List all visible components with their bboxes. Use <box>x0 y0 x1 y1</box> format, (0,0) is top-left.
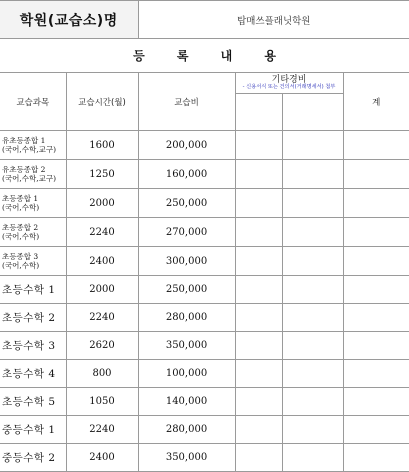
other-cell-2 <box>282 160 343 189</box>
total-cell <box>343 276 409 304</box>
fee-cell: 350,000 <box>138 444 235 472</box>
table-row <box>0 444 409 472</box>
fee-cell: 160,000 <box>138 160 235 189</box>
table-row <box>0 304 409 332</box>
fee-cell: 350,000 <box>138 332 235 360</box>
fee-cell: 280,000 <box>138 304 235 332</box>
other-cell-2 <box>282 304 343 332</box>
hours-cell: 1250 <box>66 160 138 189</box>
table-row <box>0 218 409 247</box>
subject-cell: 초등수학 5 <box>0 388 66 416</box>
other-cell-2 <box>282 388 343 416</box>
subject-name: 초등종합 2 <box>2 222 39 232</box>
total-cell <box>343 160 409 189</box>
hours-cell: 2000 <box>66 189 138 218</box>
total-cell <box>343 360 409 388</box>
subject-cell <box>0 247 66 276</box>
total-cell <box>343 332 409 360</box>
other-cell-2 <box>282 247 343 276</box>
other-expenses-title: 기타경비 <box>271 74 307 85</box>
other-cell-2 <box>282 218 343 247</box>
other-cell-1 <box>235 304 282 332</box>
other-cell-2 <box>282 444 343 472</box>
other-expenses-note: - 신용서식 또는 건의서(거래명세서) 첨부 <box>242 84 336 91</box>
header-hours: 교습시간(월) <box>66 73 138 131</box>
other-cell-1 <box>235 276 282 304</box>
subject-cell: 초등수학 4 <box>0 360 66 388</box>
fee-cell: 250,000 <box>138 189 235 218</box>
header-other-sub-2 <box>282 94 343 131</box>
subject-name: 초등종합 3 <box>2 251 39 261</box>
total-cell <box>343 416 409 444</box>
other-cell-2 <box>282 276 343 304</box>
hours-cell: 2400 <box>66 444 138 472</box>
hours-cell: 800 <box>66 360 138 388</box>
total-cell <box>343 444 409 472</box>
table-row <box>0 388 409 416</box>
subject-cell <box>0 189 66 218</box>
other-cell-2 <box>282 189 343 218</box>
table-row <box>0 131 409 160</box>
academy-label: 학원(교습소)명 <box>19 12 118 29</box>
subject-cell <box>0 160 66 189</box>
table-row <box>0 416 409 444</box>
header-subject: 교습과목 <box>0 73 66 131</box>
table-row <box>0 247 409 276</box>
hours-cell: 2240 <box>66 304 138 332</box>
other-cell-2 <box>282 360 343 388</box>
other-cell-1 <box>235 444 282 472</box>
other-cell-1 <box>235 416 282 444</box>
hours-cell: 2240 <box>66 218 138 247</box>
hours-cell: 2000 <box>66 276 138 304</box>
hours-cell: 2240 <box>66 416 138 444</box>
subject-cell: 초등수학 3 <box>0 332 66 360</box>
fee-cell: 280,000 <box>138 416 235 444</box>
header-fee: 교습비 <box>138 73 235 131</box>
fee-cell: 140,000 <box>138 388 235 416</box>
subject-detail: (국어,수학,교구) <box>2 145 57 154</box>
hours-cell: 1600 <box>66 131 138 160</box>
other-cell-1 <box>235 360 282 388</box>
other-cell-1 <box>235 218 282 247</box>
other-cell-1 <box>235 189 282 218</box>
subject-detail: (국어,수학) <box>2 232 40 241</box>
total-cell <box>343 388 409 416</box>
total-cell <box>343 247 409 276</box>
academy-label-cell <box>0 1 138 39</box>
subject-detail: (국어,수학,교구) <box>2 174 57 183</box>
subject-cell: 중등수학 2 <box>0 444 66 472</box>
subject-name: 유초등종합 2 <box>2 164 46 174</box>
academy-name-cell <box>138 1 409 39</box>
other-cell-1 <box>235 247 282 276</box>
other-cell-1 <box>235 388 282 416</box>
subject-cell: 초등수학 2 <box>0 304 66 332</box>
fee-cell: 300,000 <box>138 247 235 276</box>
other-cell-1 <box>235 131 282 160</box>
total-cell <box>343 189 409 218</box>
hours-cell: 2620 <box>66 332 138 360</box>
other-cell-2 <box>282 131 343 160</box>
section-title: 등 록 내 용 <box>133 49 290 63</box>
other-cell-2 <box>282 416 343 444</box>
subject-cell <box>0 218 66 247</box>
fee-cell: 250,000 <box>138 276 235 304</box>
subject-cell: 중등수학 1 <box>0 416 66 444</box>
header-other-expenses <box>235 73 343 94</box>
total-cell <box>343 304 409 332</box>
fee-cell: 100,000 <box>138 360 235 388</box>
hours-cell: 2400 <box>66 247 138 276</box>
subject-name: 유초등종합 1 <box>2 135 46 145</box>
header-other-sub-1 <box>235 94 282 131</box>
hours-cell: 1050 <box>66 388 138 416</box>
other-cell-1 <box>235 160 282 189</box>
other-cell-2 <box>282 332 343 360</box>
table-row <box>0 189 409 218</box>
table-row <box>0 360 409 388</box>
subject-cell: 초등수학 1 <box>0 276 66 304</box>
subject-detail: (국어,수학) <box>2 261 40 270</box>
section-title-cell <box>0 39 409 73</box>
fee-cell: 200,000 <box>138 131 235 160</box>
subject-cell <box>0 131 66 160</box>
subject-detail: (국어,수학) <box>2 203 40 212</box>
table-row <box>0 276 409 304</box>
total-cell <box>343 218 409 247</box>
table-row <box>0 160 409 189</box>
total-cell <box>343 131 409 160</box>
header-total: 계 <box>343 73 409 131</box>
other-cell-1 <box>235 332 282 360</box>
academy-name: 탑매쓰플래닛학원 <box>237 15 311 27</box>
fee-cell: 270,000 <box>138 218 235 247</box>
subject-name: 초등종합 1 <box>2 193 39 203</box>
table-row <box>0 332 409 360</box>
